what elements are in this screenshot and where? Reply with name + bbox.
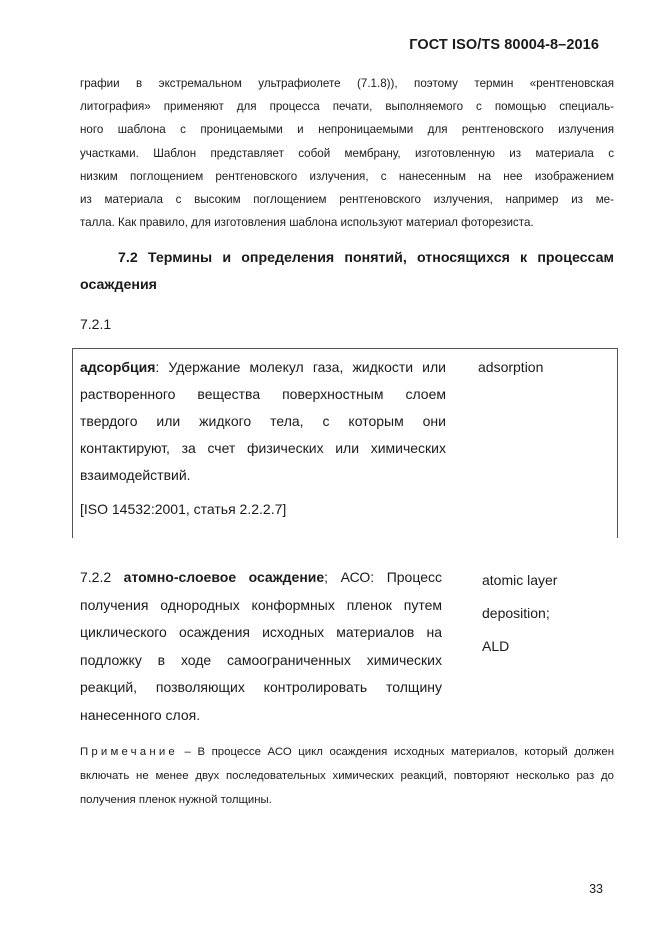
intro-line: графии в экстремальном ультрафиолете (7.1.8)), поэтому термин «рентгеновская (80, 77, 614, 90)
intro-line: литография» применяют для процесса печати, выполняемого с помощью специаль- (80, 100, 614, 114)
intro-line: участками. Шаблон представляет собой мембрану, изготовленную из материала с (80, 146, 614, 160)
section-heading (80, 245, 614, 299)
intro-line: низким поглощением рентгеновского излучения, с нанесенным на нее изображением (80, 169, 614, 183)
page-number: 33 (589, 882, 603, 896)
definition-text: АСО: Процесс получения однородных конформных пленок путем циклического осаждения исходных материалов на подложку в ходе самоограниченных химических реакций, позволяющих контролировать толщину нанесенного слоя. (80, 569, 442, 723)
english-equivalent (482, 564, 557, 663)
term-separator: ; (324, 569, 329, 585)
english-line: deposition; (482, 605, 550, 621)
section-number: 7.2 (118, 250, 138, 266)
term-entry-box (72, 348, 618, 538)
intro-line: из материала с высоким поглощением рентгеновского излучения, например из ме- (80, 193, 614, 207)
english-line: atomic layer (482, 572, 558, 588)
term-source: [ISO 14532:2001, статья 2.2.2.7] (80, 501, 287, 517)
term-definition (80, 354, 446, 489)
english-equivalent: adsorption (478, 359, 544, 375)
intro-line: ного шаблона с проницаемыми и непроницаемыми для рентгеновского излучения (80, 123, 614, 137)
term-number: 7.2.1 (80, 316, 112, 332)
term-number: 7.2.2 (80, 569, 112, 585)
term-definition (80, 564, 442, 729)
english-line: ALD (482, 638, 510, 654)
term-separator: : (155, 359, 160, 375)
definition-text: Удержание молекул газа, жидкости или растворенного вещества поверхностным слоем твердого или жидкого тела, с которым они контактируют, за счет физических или химических взаимодействий. (80, 359, 446, 483)
intro-paragraph (80, 72, 614, 234)
document-code-header: ГОСТ ISO/TS 80004-8–2016 (409, 37, 599, 53)
section-title: Термины и определения понятий, относящихся к процессам осаждения (80, 250, 614, 293)
note-paragraph (80, 740, 614, 812)
term-name: атомно-слоевое осаждение (123, 569, 325, 585)
note-text: – В процессе АСО цикл осаждения исходных материалов, который должен включать не менее двух последовательных химических реакций, повторяют несколько раз до получения пленок нужной толщины. (80, 746, 614, 806)
intro-line: талла. Как правило, для изготовления шаблона используют материал фоторезиста. (80, 216, 534, 230)
term-name: адсорбция (80, 359, 156, 375)
note-label: Примечание (80, 746, 178, 758)
